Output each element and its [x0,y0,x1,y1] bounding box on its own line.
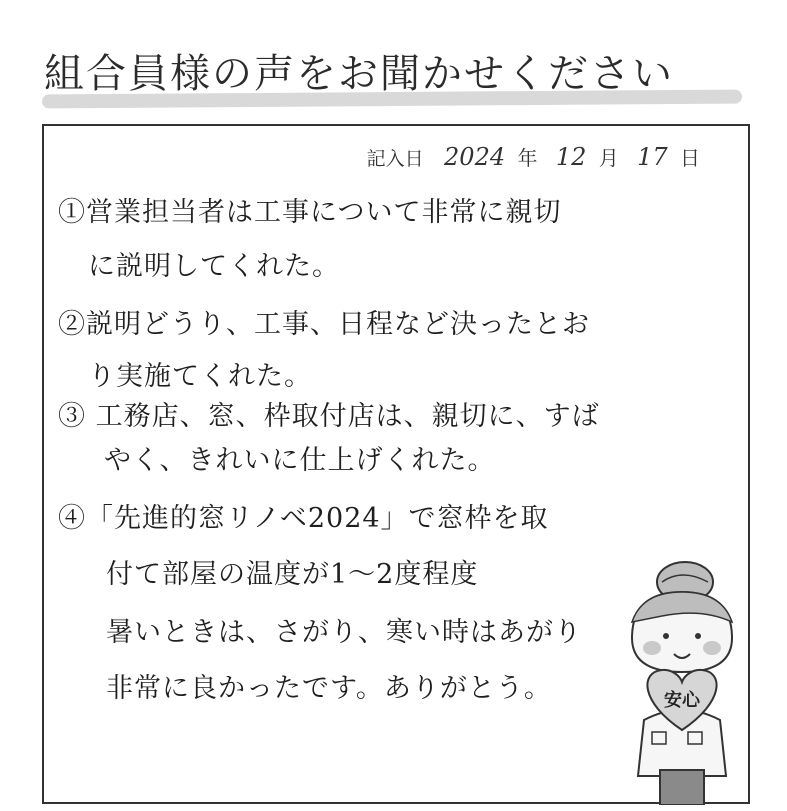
heart-label: 安心 [664,690,700,711]
comment-line-8: 付て部屋の温度が1～2度程度 [106,559,479,590]
entry-date [367,142,712,171]
comment-line-3: ②説明どうり、工事、日程など決ったとお [58,309,590,340]
comment-line-4: り実施てくれた。 [88,361,312,392]
comment-line-6: やく、きれいに仕上げくれた。 [104,445,496,476]
date-day-unit: 日 [680,146,700,170]
date-year: 2024 [444,143,506,171]
comment-line-5: ③ 工務店、窓、枠取付店は、親切に、すば [58,401,600,432]
date-day: 17 [637,143,668,171]
date-label: 記入日 [366,148,424,170]
comment-line-7: ④「先進的窓リノベ2024」で窓枠を取 [58,503,549,534]
mascot-head [632,592,732,672]
date-month-unit: 月 [598,146,619,170]
comment-line-1: ①営業担当者は工事について非常に親切 [58,197,562,228]
comment-line-10: 非常に良かったです。ありがとう。 [106,673,552,704]
page-title: 組合員様の声をお聞かせください [44,51,674,97]
comment-line-9: 暑いときは、さがり、寒い時はあがり [106,617,582,648]
comment-line-2: に説明してくれた。 [88,251,340,282]
header [34,34,764,114]
mascot-illustration [600,560,740,805]
date-month: 12 [555,143,587,171]
date-year-unit: 年 [517,146,538,170]
